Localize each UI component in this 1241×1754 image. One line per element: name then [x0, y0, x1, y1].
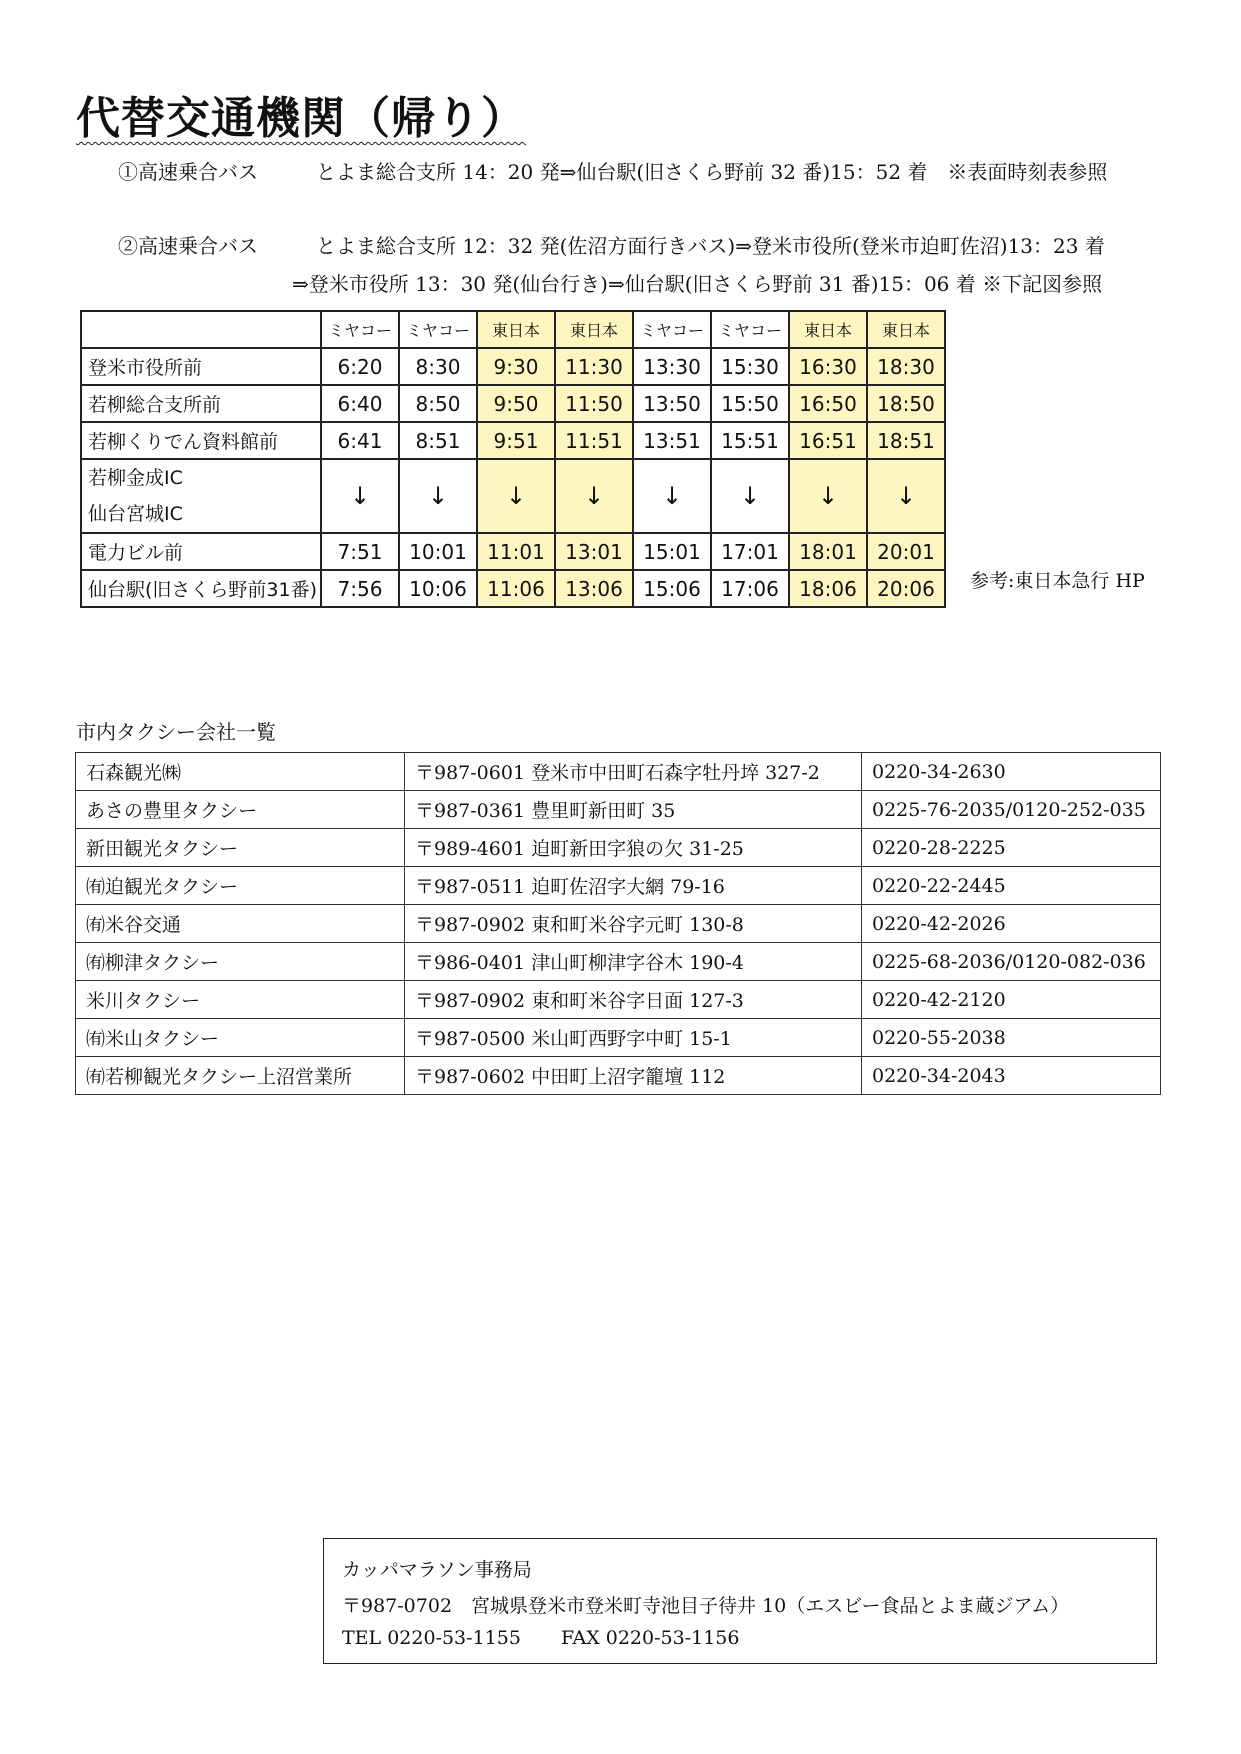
company-address: 〒987-0361 豊里町新田町 35	[405, 791, 862, 829]
table-row	[76, 867, 1161, 905]
company-name: ㈲若柳観光タクシー上沼営業所	[76, 1057, 405, 1095]
company-phone: 0225-68-2036/0120-082-036	[862, 943, 1161, 981]
timetable-corner-cell	[81, 311, 321, 348]
company-address: 〒986-0401 津山町柳津字谷木 190-4	[405, 943, 862, 981]
stop-name: 仙台駅(旧さくら野前31番)	[81, 570, 321, 607]
operator-header: ミヤコー	[399, 311, 477, 348]
route-1-label: ①高速乗合バス	[118, 160, 258, 184]
route-2-label: ②高速乗合バス	[118, 234, 258, 258]
table-row	[76, 981, 1161, 1019]
company-address: 〒989-4601 迫町新田字狼の欠 31-25	[405, 829, 862, 867]
departure-time: 11:30	[555, 348, 633, 385]
departure-time: 18:51	[867, 422, 945, 459]
arrival-time: 13:01	[555, 533, 633, 570]
arrival-time: 7:56	[321, 570, 399, 607]
arrival-time: 20:06	[867, 570, 945, 607]
departure-time: 18:50	[867, 385, 945, 422]
route-2	[118, 230, 1105, 259]
arrival-time: 18:06	[789, 570, 867, 607]
timetable-header-row	[81, 311, 945, 348]
company-name: ㈲迫観光タクシー	[76, 867, 405, 905]
company-address: 〒987-0511 迫町佐沼字大網 79-16	[405, 867, 862, 905]
arrival-time: 20:01	[867, 533, 945, 570]
table-row	[76, 791, 1161, 829]
departure-time: 13:51	[633, 422, 711, 459]
departure-time: 8:30	[399, 348, 477, 385]
departure-time: 13:50	[633, 385, 711, 422]
company-phone: 0220-34-2043	[862, 1057, 1161, 1095]
company-phone: 0225-76-2035/0120-252-035	[862, 791, 1161, 829]
company-address: 〒987-0602 中田町上沼字籠壇 112	[405, 1057, 862, 1095]
company-name: 米川タクシー	[76, 981, 405, 1019]
departure-time: 16:51	[789, 422, 867, 459]
table-row	[76, 753, 1161, 791]
departure-time: 9:51	[477, 422, 555, 459]
company-name: ㈲米山タクシー	[76, 1019, 405, 1057]
company-phone: 0220-28-2225	[862, 829, 1161, 867]
down-arrow-icon: ↓	[321, 459, 399, 533]
arrival-time: 11:06	[477, 570, 555, 607]
table-row	[76, 905, 1161, 943]
route-2-text-line-1: とよま総合支所 12：32 発(佐沼方面行きバス)⇒登米市役所(登米市迫町佐沼)13：23 着	[316, 234, 1105, 258]
company-name: 石森観光㈱	[76, 753, 405, 791]
departure-time: 13:30	[633, 348, 711, 385]
table-row	[76, 1019, 1161, 1057]
timetable-reference: 参考:東日本急行 HP	[970, 570, 1145, 592]
arrival-time: 15:01	[633, 533, 711, 570]
route-1-text: とよま総合支所 14：20 発⇒仙台駅(旧さくら野前 32 番)15：52 着 ※表面時刻表参照	[316, 160, 1108, 184]
taxi-list-heading: 市内タクシー会社一覧	[76, 720, 276, 744]
company-phone: 0220-34-2630	[862, 753, 1161, 791]
arrival-time: 10:01	[399, 533, 477, 570]
operator-header: 東日本	[867, 311, 945, 348]
company-phone: 0220-42-2026	[862, 905, 1161, 943]
company-name: ㈲柳津タクシー	[76, 943, 405, 981]
stop-name: 若柳総合支所前	[81, 385, 321, 422]
stop-name: 若柳金成IC	[88, 467, 183, 489]
down-arrow-icon: ↓	[555, 459, 633, 533]
company-phone: 0220-55-2038	[862, 1019, 1161, 1057]
departure-time: 6:40	[321, 385, 399, 422]
timetable-row	[81, 533, 945, 570]
stop-name: 仙台宮城IC	[88, 503, 183, 525]
departure-time: 9:30	[477, 348, 555, 385]
timetable-row	[81, 422, 945, 459]
company-address: 〒987-0601 登米市中田町石森字牡丹埣 327-2	[405, 753, 862, 791]
table-row	[76, 943, 1161, 981]
table-row	[76, 1057, 1161, 1095]
table-row	[76, 829, 1161, 867]
office-fax: FAX 0220-53-1156	[560, 1627, 740, 1649]
arrival-time: 13:06	[555, 570, 633, 607]
office-tel: TEL 0220-53-1155	[342, 1627, 521, 1649]
company-address: 〒987-0902 東和町米谷字元町 130-8	[405, 905, 862, 943]
timetable-row	[81, 570, 945, 607]
down-arrow-icon: ↓	[789, 459, 867, 533]
departure-time: 6:41	[321, 422, 399, 459]
operator-header: 東日本	[477, 311, 555, 348]
departure-time: 9:50	[477, 385, 555, 422]
company-name: 新田観光タクシー	[76, 829, 405, 867]
arrival-time: 10:06	[399, 570, 477, 607]
down-arrow-icon: ↓	[633, 459, 711, 533]
departure-time: 16:50	[789, 385, 867, 422]
bus-timetable	[80, 310, 946, 608]
company-phone: 0220-22-2445	[862, 867, 1161, 905]
company-address: 〒987-0902 東和町米谷字日面 127-3	[405, 981, 862, 1019]
office-contact-box	[323, 1538, 1157, 1664]
route-2-text-line-2: ⇒登米市役所 13：30 発(仙台行き)⇒仙台駅(旧さくら野前 31 番)15：06 着 ※下記図参照	[292, 272, 1103, 296]
operator-header: 東日本	[555, 311, 633, 348]
departure-time: 15:30	[711, 348, 789, 385]
operator-header: ミヤコー	[633, 311, 711, 348]
stop-name: 若柳くりでん資料館前	[81, 422, 321, 459]
office-name: カッパマラソン事務局	[342, 1559, 532, 1581]
stop-name-pair	[81, 459, 321, 533]
company-phone: 0220-42-2120	[862, 981, 1161, 1019]
stop-name: 電力ビル前	[81, 533, 321, 570]
timetable-row	[81, 348, 945, 385]
office-phone-line	[342, 1627, 739, 1649]
arrival-time: 18:01	[789, 533, 867, 570]
departure-time: 18:30	[867, 348, 945, 385]
departure-time: 15:50	[711, 385, 789, 422]
timetable-row	[81, 385, 945, 422]
arrival-time: 7:51	[321, 533, 399, 570]
route-1	[118, 156, 1107, 185]
operator-header: 東日本	[789, 311, 867, 348]
company-name: ㈲米谷交通	[76, 905, 405, 943]
company-address: 〒987-0500 米山町西野字中町 15-1	[405, 1019, 862, 1057]
office-address: 〒987-0702 宮城県登米市登米町寺池目子待井 10（エスビー食品とよま蔵ジアム）	[342, 1595, 1070, 1617]
arrival-time: 17:01	[711, 533, 789, 570]
down-arrow-icon: ↓	[477, 459, 555, 533]
stop-name: 登米市役所前	[81, 348, 321, 385]
departure-time: 15:51	[711, 422, 789, 459]
arrival-time: 15:06	[633, 570, 711, 607]
departure-time: 11:50	[555, 385, 633, 422]
departure-time: 11:51	[555, 422, 633, 459]
down-arrow-icon: ↓	[711, 459, 789, 533]
page-title: 代替交通機関（帰り）	[76, 93, 526, 144]
arrival-time: 17:06	[711, 570, 789, 607]
timetable-row-expressway	[81, 459, 945, 533]
operator-header: ミヤコー	[711, 311, 789, 348]
taxi-company-table	[75, 752, 1161, 1095]
down-arrow-icon: ↓	[399, 459, 477, 533]
departure-time: 8:50	[399, 385, 477, 422]
departure-time: 6:20	[321, 348, 399, 385]
operator-header: ミヤコー	[321, 311, 399, 348]
departure-time: 8:51	[399, 422, 477, 459]
arrival-time: 11:01	[477, 533, 555, 570]
company-name: あさの豊里タクシー	[76, 791, 405, 829]
departure-time: 16:30	[789, 348, 867, 385]
down-arrow-icon: ↓	[867, 459, 945, 533]
